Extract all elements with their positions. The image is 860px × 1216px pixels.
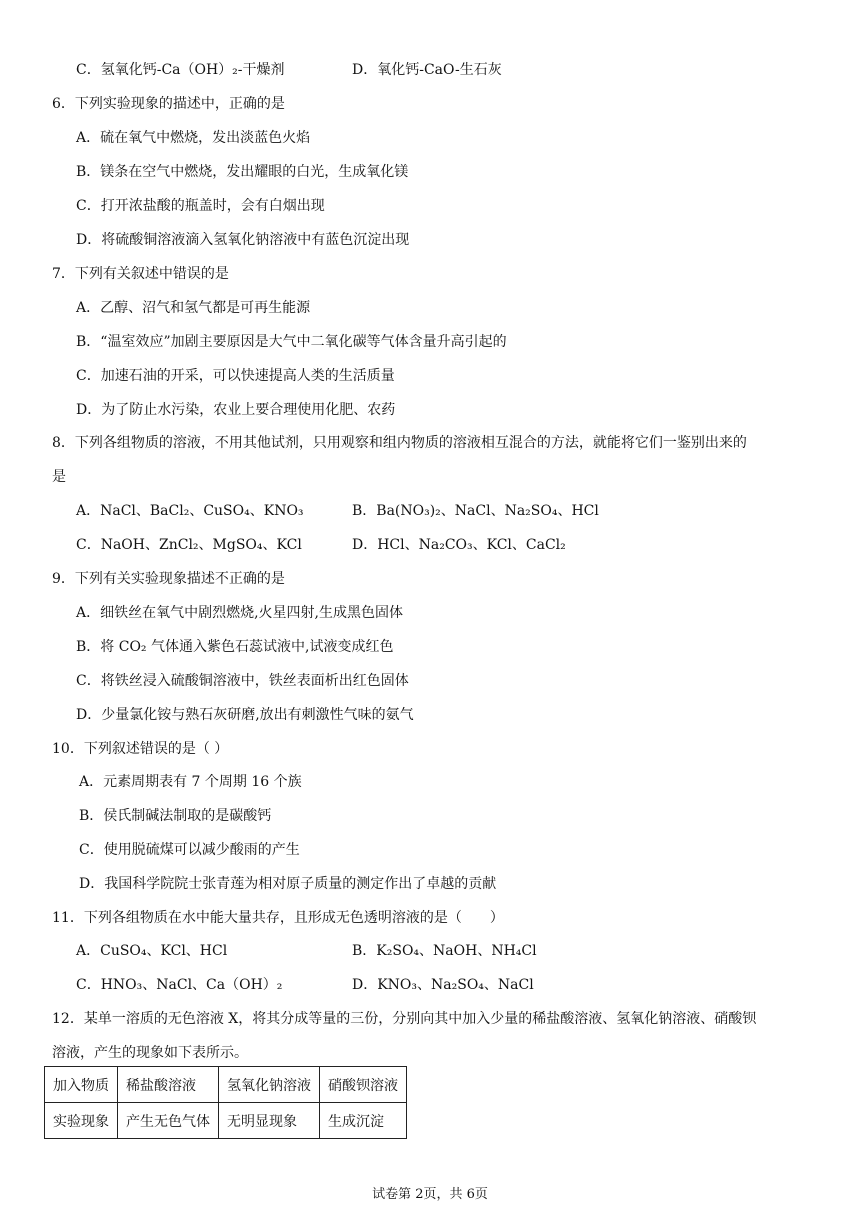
table-cell: 硝酸钡溶液 xyxy=(320,1067,407,1103)
table-row xyxy=(45,1103,407,1139)
q10-option-d: D．我国科学院院士张青莲为相对原子质量的测定作出了卓越的贡献 xyxy=(79,876,497,892)
q11-option-d: D．KNO₃、Na₂SO₄、NaCl xyxy=(352,977,534,993)
q7-option-d: D．为了防止水污染，农业上要合理使用化肥、农药 xyxy=(76,402,396,418)
q5-option-c: C．氢氧化钙-Ca（OH）₂-干燥剂 xyxy=(76,62,285,78)
q8-option-c: C．NaOH、ZnCl₂、MgSO₄、KCl xyxy=(76,537,302,553)
q12-stem-line2: 溶液，产生的现象如下表所示。 xyxy=(52,1045,248,1061)
table-cell: 稀盐酸溶液 xyxy=(118,1067,219,1103)
q11-option-a: A．CuSO₄、KCl、HCl xyxy=(76,943,228,959)
q9-stem: 9．下列有关实验现象描述不正确的是 xyxy=(52,571,285,587)
table-cell: 无明显现象 xyxy=(219,1103,320,1139)
q9-option-d: D．少量氯化铵与熟石灰研磨,放出有刺激性气味的氨气 xyxy=(76,707,414,723)
q6-stem: 6．下列实验现象的描述中，正确的是 xyxy=(52,96,285,112)
q11-option-b: B．K₂SO₄、NaOH、NH₄Cl xyxy=(352,943,537,959)
q6-option-a: A．硫在氧气中燃烧，发出淡蓝色火焰 xyxy=(76,130,311,146)
table-cell: 生成沉淀 xyxy=(320,1103,407,1139)
q12-results-table xyxy=(44,1066,407,1139)
page-footer: 试卷第 2页，共 6页 xyxy=(372,1187,488,1202)
q10-stem: 10．下列叙述错误的是（ ） xyxy=(52,741,229,757)
q7-option-c: C．加速石油的开采，可以快速提高人类的生活质量 xyxy=(76,368,395,384)
q10-option-b: B．侯氏制碱法制取的是碳酸钙 xyxy=(79,808,272,824)
q5-option-d: D．氧化钙-CaO-生石灰 xyxy=(352,62,502,78)
q8-option-a: A．NaCl、BaCl₂、CuSO₄、KNO₃ xyxy=(76,503,304,519)
q11-stem: 11．下列各组物质在水中能大量共存，且形成无色透明溶液的是（ ） xyxy=(52,910,504,926)
q12-stem-line1: 12．某单一溶质的无色溶液 X，将其分成等量的三份，分别向其中加入少量的稀盐酸溶液、氢氧化钠溶液、硝酸钡 xyxy=(52,1011,757,1027)
q7-stem: 7．下列有关叙述中错误的是 xyxy=(52,266,229,282)
table-cell: 加入物质 xyxy=(45,1067,118,1103)
q10-option-a: A．元素周期表有 7 个周期 16 个族 xyxy=(79,774,302,790)
table-row xyxy=(45,1067,407,1103)
q7-option-a: A．乙醇、沼气和氢气都是可再生能源 xyxy=(76,300,311,316)
table-cell: 氢氧化钠溶液 xyxy=(219,1067,320,1103)
q8-option-b: B．Ba(NO₃)₂、NaCl、Na₂SO₄、HCl xyxy=(352,503,599,519)
q6-option-b: B．镁条在空气中燃烧，发出耀眼的白光，生成氧化镁 xyxy=(76,164,409,180)
q8-stem-line1: 8．下列各组物质的溶液，不用其他试剂，只用观察和组内物质的溶液相互混合的方法，就能将它们一鉴别出来的 xyxy=(52,435,747,451)
table-cell: 产生无色气体 xyxy=(118,1103,219,1139)
q9-option-a: A．细铁丝在氧气中剧烈燃烧,火星四射,生成黑色固体 xyxy=(76,605,404,621)
q9-option-c: C．将铁丝浸入硫酸铜溶液中，铁丝表面析出红色固体 xyxy=(76,673,409,689)
q6-option-c: C．打开浓盐酸的瓶盖时，会有白烟出现 xyxy=(76,198,325,214)
q8-stem-line2: 是 xyxy=(52,469,66,485)
q6-option-d: D．将硫酸铜溶液滴入氢氧化钠溶液中有蓝色沉淀出现 xyxy=(76,232,410,248)
table-cell: 实验现象 xyxy=(45,1103,118,1139)
q7-option-b: B．“温室效应”加剧主要原因是大气中二氧化碳等气体含量升高引起的 xyxy=(76,334,507,350)
q11-option-c: C．HNO₃、NaCl、Ca（OH）₂ xyxy=(76,977,283,993)
q8-option-d: D．HCl、Na₂CO₃、KCl、CaCl₂ xyxy=(352,537,566,553)
q9-option-b: B．将 CO₂ 气体通入紫色石蕊试液中,试液变成红色 xyxy=(76,639,394,655)
q10-option-c: C．使用脱硫煤可以减少酸雨的产生 xyxy=(79,842,300,858)
